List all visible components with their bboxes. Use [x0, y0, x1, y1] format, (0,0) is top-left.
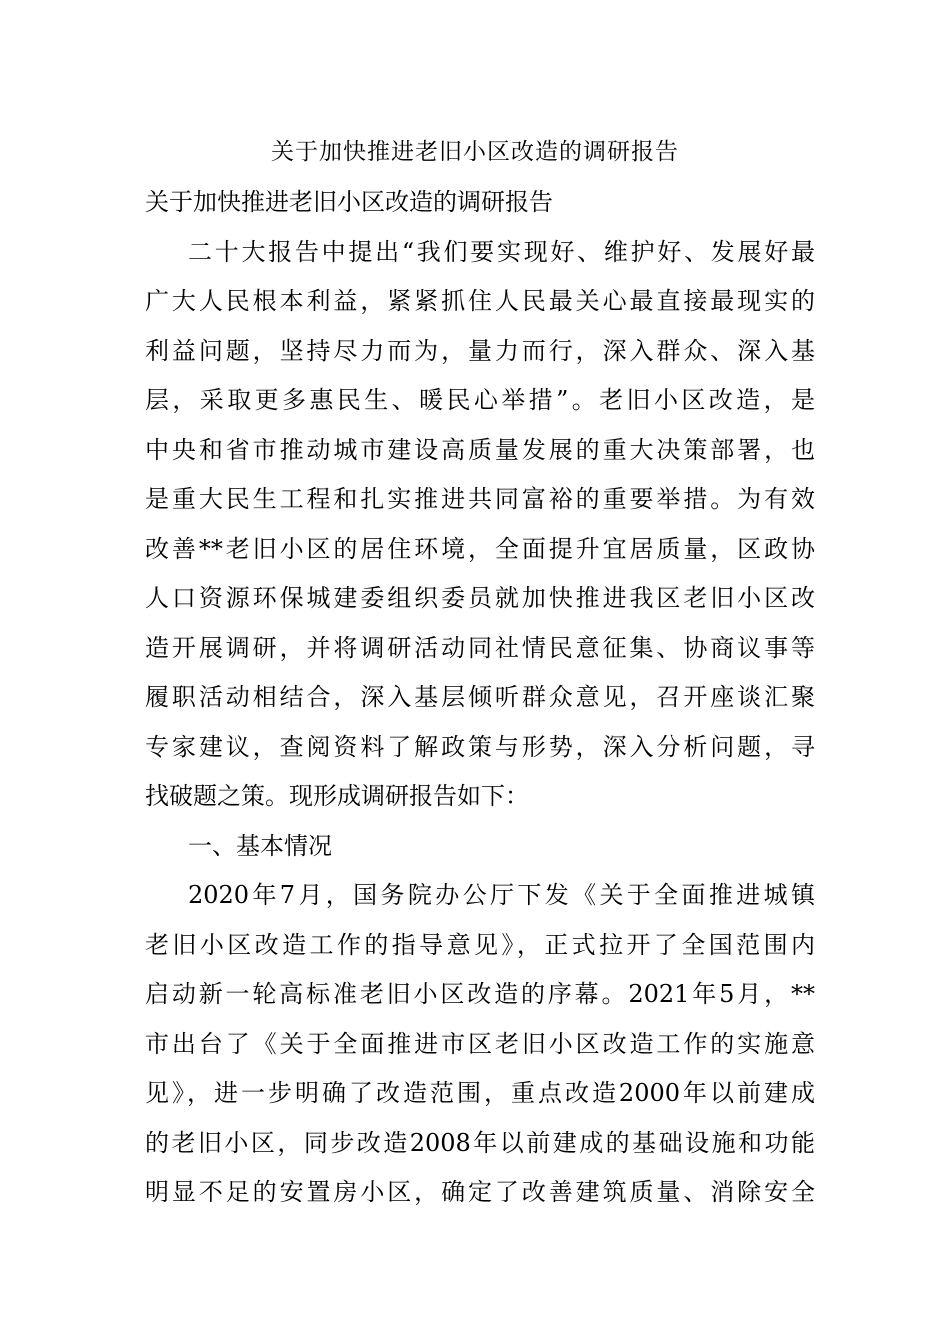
paragraph-line: 二十大报告中提出“我们要实现好、维护好、发展好最 — [188, 238, 815, 266]
paragraph-line: 市出台了《关于全面推进市区老旧小区改造工作的实施意 — [145, 1030, 815, 1058]
paragraph-line: 改善**老旧小区的居住环境，全面提升宜居质量，区政协 — [145, 535, 815, 563]
paragraph-line: 中央和省市推动城市建设高质量发展的重大决策部署，也 — [145, 436, 815, 464]
section-heading: 一、基本情况 — [188, 832, 332, 860]
paragraph-line: 利益问题，坚持尽力而为，量力而行，深入群众、深入基 — [145, 337, 815, 365]
paragraph-line: 层，采取更多惠民生、暖民心举措”。老旧小区改造，是 — [145, 386, 815, 414]
paragraph-line: 启动新一轮高标准老旧小区改造的序幕。2021年5月，** — [145, 980, 815, 1008]
paragraph-line: 履职活动相结合，深入基层倾听群众意见，召开座谈汇聚 — [145, 683, 815, 711]
paragraph-line: 专家建议，查阅资料了解政策与形势，深入分析问题，寻 — [145, 733, 815, 761]
paragraph-line: 2020年7月，国务院办公厅下发《关于全面推进城镇 — [188, 881, 815, 909]
paragraph-line: 老旧小区改造工作的指导意见》，正式拉开了全国范围内 — [145, 931, 815, 959]
paragraph-line: 的老旧小区，同步改造2008年以前建成的基础设施和功能 — [145, 1129, 815, 1157]
paragraph-line: 见》，进一步明确了改造范围，重点改造2000年以前建成 — [145, 1079, 815, 1107]
paragraph-line: 明显不足的安置房小区，确定了改善建筑质量、消除安全 — [145, 1178, 815, 1206]
paragraph-line: 人口资源环保城建委组织委员就加快推进我区老旧小区改 — [145, 584, 815, 612]
paragraph-line: 广大人民根本利益，紧紧抓住人民最关心最直接最现实的 — [145, 287, 815, 315]
document-subtitle: 关于加快推进老旧小区改造的调研报告 — [145, 188, 553, 216]
paragraph-line: 找破题之策。现形成调研报告如下： — [145, 782, 529, 810]
document-title: 关于加快推进老旧小区改造的调研报告 — [271, 139, 679, 165]
paragraph-line: 造开展调研，并将调研活动同社情民意征集、协商议事等 — [145, 634, 815, 662]
paragraph-line: 是重大民生工程和扎实推进共同富裕的重要举措。为有效 — [145, 485, 815, 513]
